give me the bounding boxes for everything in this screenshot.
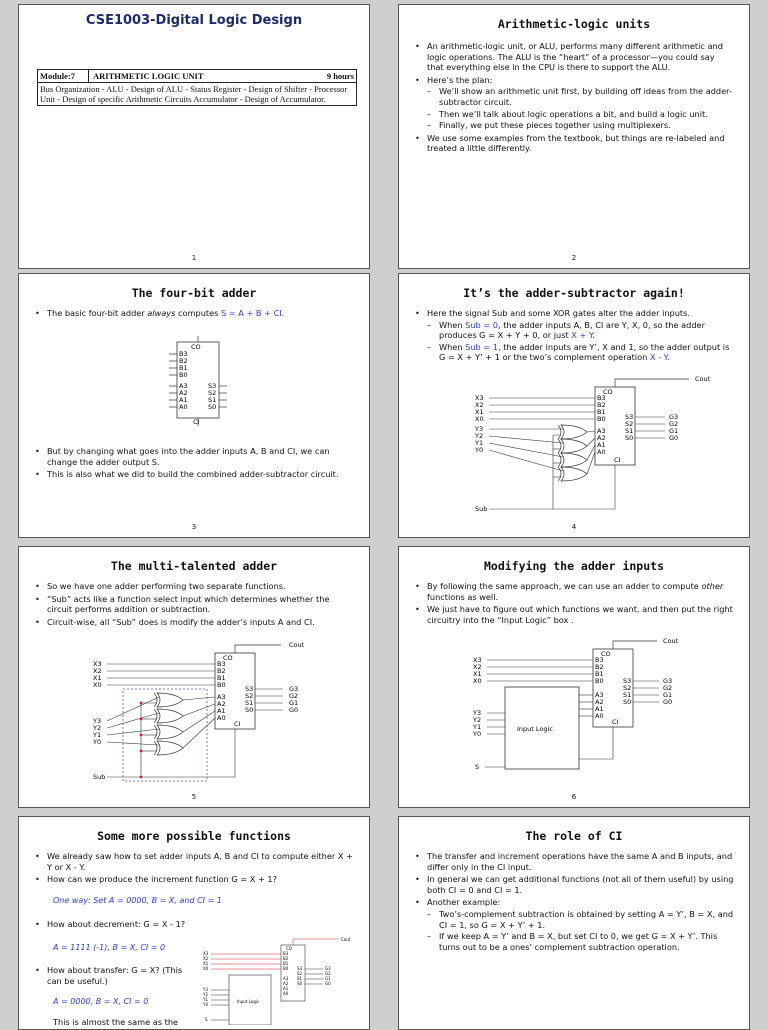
- svg-text:Cout: Cout: [341, 937, 351, 942]
- svg-text:G0: G0: [669, 434, 679, 442]
- svg-text:X3: X3: [203, 951, 209, 956]
- svg-text:S2: S2: [625, 420, 634, 428]
- svg-text:Y3: Y3: [473, 709, 482, 717]
- formula: One way: Set A = 0000, B = X, and CI = 1: [53, 896, 222, 905]
- four-bit-adder-diagram: [164, 336, 254, 426]
- module-label: Module:7: [38, 70, 89, 82]
- sub-bullet: – When Sub = 0, the adder inputs A, B, CI are Y, X, 0, so the adder produces G = X + Y + 0, or just X + Y.: [427, 320, 737, 341]
- page-number: 4: [571, 523, 577, 531]
- svg-text:X1: X1: [473, 670, 482, 678]
- xor-gates: [558, 425, 587, 481]
- bullet: • We just have to figure out which functions we want, and then put the right circuitry into the “Input Logic” box .: [415, 604, 737, 625]
- svg-text:Y3: Y3: [475, 425, 484, 433]
- svg-text:B0: B0: [283, 966, 289, 971]
- svg-text:A1: A1: [217, 707, 226, 715]
- module-name: ARITHMETIC LOGIC UNIT: [93, 71, 204, 81]
- module-description: Bus Organization - ALU - Design of ALU - Status Register - Design of Shifter - Processor Unit - Design of specific Arithmetic Circuits Accumulator - Design of Accumulator.: [40, 84, 348, 104]
- svg-text:B0: B0: [597, 415, 606, 423]
- a-inputs: [169, 382, 188, 411]
- svg-text:CI: CI: [612, 718, 619, 726]
- svg-text:B0: B0: [595, 677, 604, 685]
- formula: A = 1111 (-1), B = X, CI = 0: [53, 943, 166, 952]
- svg-text:G1: G1: [289, 699, 299, 707]
- svg-text:A3: A3: [597, 427, 606, 435]
- page-number: 5: [191, 793, 197, 801]
- svg-text:A0: A0: [597, 448, 606, 456]
- svg-text:S1: S1: [623, 691, 632, 699]
- svg-text:S1: S1: [245, 699, 254, 707]
- slide-4: [398, 273, 750, 538]
- svg-text:A1: A1: [595, 705, 604, 713]
- svg-text:S3: S3: [245, 685, 254, 693]
- svg-text:X3: X3: [475, 394, 484, 402]
- sub-bullet: – Then we’ll talk about logic operations a bit, and build a logic unit.: [427, 109, 733, 120]
- svg-text:A2: A2: [595, 698, 604, 706]
- co-label: CO: [191, 343, 201, 351]
- svg-text:Y1: Y1: [203, 997, 208, 1002]
- slide-6: [398, 546, 750, 808]
- module-table: [37, 69, 357, 106]
- svg-text:G2: G2: [669, 420, 679, 428]
- svg-text:Sub: Sub: [475, 505, 488, 513]
- svg-text:A2: A2: [179, 389, 188, 397]
- bullet: • How about transfer: G = X? (This can be useful.): [35, 965, 185, 986]
- bullet: • So we have one adder performing two separate functions.: [35, 581, 357, 592]
- svg-text:X3: X3: [473, 656, 482, 664]
- slide-title: Some more possible functions: [97, 829, 291, 843]
- bullet: • An arithmetic-logic unit, or ALU, performs many different arithmetic and logic operations. The ALU is the “heart” of a processor—you could say that everything else in the CPU is there to support the ALU.: [415, 41, 733, 73]
- svg-text:CO: CO: [601, 650, 611, 658]
- svg-text:Y2: Y2: [475, 432, 484, 440]
- slide-3: [18, 273, 370, 538]
- svg-text:S0: S0: [245, 706, 254, 714]
- svg-text:Y0: Y0: [475, 446, 484, 454]
- bullet: • In general we can get additional functions (not all of them useful) by using both CI = 0 and CI = 1.: [415, 874, 737, 895]
- svg-text:B0: B0: [179, 371, 188, 379]
- page-number: 1: [191, 254, 197, 262]
- svg-text:S0: S0: [623, 698, 632, 706]
- bullet: • The basic four-bit adder always computes S = A + B + CI.: [35, 308, 355, 319]
- input-logic-circuit: [457, 635, 750, 785]
- slide-title: CSE1003-Digital Logic Design: [85, 13, 303, 28]
- svg-text:S2: S2: [297, 971, 303, 976]
- input-logic-label: Input Logic: [517, 725, 553, 733]
- svg-text:Y3: Y3: [93, 717, 102, 725]
- bullet: • Here the signal Sub and some XOR gates alter the adder inputs. – When Sub = 0, the adder inputs A, B, CI are Y, X, 0, so the adder produces G = X + Y + 0, or just X + Y. – When Sub = 1, the adder inputs are Y’, X and 1, so the adder output is G = X + Y’ + 1 or the two’s complement operation X - Y.: [415, 308, 737, 363]
- svg-text:G1: G1: [669, 427, 679, 435]
- svg-text:CI: CI: [614, 456, 621, 464]
- sub-bullet: – Finally, we put these pieces together using multiplexers.: [427, 120, 733, 131]
- svg-text:X1: X1: [203, 961, 209, 966]
- adder-subtractor-circuit: [457, 369, 737, 519]
- svg-text:Cout: Cout: [663, 637, 679, 645]
- formula: A = 0000, B = X, CI = 0: [53, 997, 149, 1006]
- input-logic-circuit-small: [199, 935, 359, 1025]
- bullet: • How can we produce the increment function G = X + 1?: [35, 874, 355, 885]
- svg-text:X1: X1: [475, 408, 484, 416]
- svg-text:A3: A3: [179, 382, 188, 390]
- bullet: • How about decrement: G = X - 1?: [35, 919, 355, 930]
- svg-text:S3: S3: [208, 382, 217, 390]
- svg-text:B3: B3: [595, 656, 604, 664]
- svg-text:B1: B1: [217, 674, 226, 682]
- svg-text:X2: X2: [203, 956, 209, 961]
- svg-text:S1: S1: [208, 396, 217, 404]
- svg-text:A3: A3: [217, 693, 226, 701]
- svg-text:B2: B2: [179, 357, 188, 365]
- page-number: 2: [571, 254, 577, 262]
- svg-text:S: S: [475, 763, 480, 771]
- svg-text:Y1: Y1: [475, 439, 484, 447]
- bullet: • The transfer and increment operations have the same A and B inputs, and differ only in the CI input.: [415, 851, 737, 872]
- svg-text:X0: X0: [93, 681, 102, 689]
- slide-5: [18, 546, 370, 808]
- bullet: • We use some examples from the textbook, but things are re-labeled and treated a little differently.: [415, 133, 733, 154]
- svg-text:B3: B3: [217, 660, 226, 668]
- svg-text:CO: CO: [286, 946, 292, 951]
- module-hours: 9 hours: [326, 71, 354, 81]
- svg-text:Y2: Y2: [93, 724, 102, 732]
- svg-text:CO: CO: [223, 654, 233, 662]
- svg-text:S3: S3: [625, 413, 634, 421]
- svg-text:Y0: Y0: [473, 730, 482, 738]
- bullet: • Another example: – Two’s-complement subtraction is obtained by setting A = Y’, B = X, and CI = 1, so G = X + Y’ + 1. – If we keep A = Y’ and B = X, but set CI to 0, we get G = X + Y’. This turns out to be a ones’ complement subtraction operation.: [415, 897, 737, 952]
- svg-text:Sub: Sub: [93, 773, 106, 781]
- svg-text:X0: X0: [203, 966, 209, 971]
- truncated-text: This is almost the same as the: [53, 1017, 179, 1027]
- sub-bullet: – When Sub = 1, the adder inputs are Y’, X and 1, so the adder output is G = X + Y’ + 1 or the two’s complement operation X - Y.: [427, 342, 737, 363]
- slide-title: The four-bit adder: [131, 286, 257, 300]
- slide-title: Modifying the adder inputs: [483, 559, 664, 573]
- svg-text:A0: A0: [217, 714, 226, 722]
- slide-title: Arithmetic-logic units: [497, 17, 651, 31]
- svg-text:Y1: Y1: [93, 731, 102, 739]
- slide-title: The multi-talented adder: [110, 559, 278, 573]
- bullet: • We already saw how to set adder inputs A, B and CI to compute either X + Y or X - Y.: [35, 851, 355, 872]
- svg-text:G3: G3: [663, 677, 673, 685]
- svg-text:B2: B2: [597, 401, 606, 409]
- sub-bullet: – If we keep A = Y’ and B = X, but set CI to 0, we get G = X + Y’. This turns out to be a ones’ complement subtraction operation.: [427, 931, 737, 952]
- svg-text:B3: B3: [283, 951, 289, 956]
- svg-text:G3: G3: [325, 966, 331, 971]
- svg-text:A0: A0: [283, 991, 289, 996]
- bullet: • By following the same approach, we can use an adder to compute other functions as well.: [415, 581, 737, 602]
- svg-text:Y1: Y1: [473, 723, 482, 731]
- svg-text:A1: A1: [597, 441, 606, 449]
- svg-text:S1: S1: [625, 427, 634, 435]
- bullet: • Here’s the plan: – We’ll show an arithmetic unit first, by building off ideas from the adder-subtractor circuit. – Then we’ll talk about logic operations a bit, and build a logic unit. – Finally, we put these pieces together using multiplexers.: [415, 75, 733, 131]
- sub-bullet: – Two’s-complement subtraction is obtained by setting A = Y’, B = X, and CI = 1, so G = X + Y’ + 1.: [427, 909, 737, 930]
- svg-text:B3: B3: [597, 394, 606, 402]
- svg-text:G0: G0: [325, 981, 331, 986]
- svg-text:X1: X1: [93, 674, 102, 682]
- svg-text:B2: B2: [283, 956, 289, 961]
- svg-text:A1: A1: [283, 986, 289, 991]
- svg-text:G3: G3: [669, 413, 679, 421]
- svg-text:B0: B0: [217, 681, 226, 689]
- svg-text:A1: A1: [179, 396, 188, 404]
- svg-text:A2: A2: [217, 700, 226, 708]
- svg-text:B1: B1: [179, 364, 188, 372]
- svg-text:Cout: Cout: [289, 641, 305, 649]
- bullet: • “Sub” acts like a function select input which determines whether the circuit performs addition or subtraction.: [35, 594, 357, 615]
- svg-text:S: S: [205, 1017, 208, 1022]
- svg-text:B1: B1: [283, 961, 289, 966]
- bullet: • But by changing what goes into the adder inputs A, B and CI, we can change the adder output S.: [35, 446, 355, 467]
- bullet: • Circuit-wise, all “Sub” does is modify the adder’s inputs A and CI.: [35, 617, 357, 628]
- svg-text:Cout: Cout: [695, 375, 711, 383]
- svg-text:S0: S0: [208, 403, 217, 411]
- svg-text:A3: A3: [283, 976, 289, 981]
- svg-text:A2: A2: [597, 434, 606, 442]
- svg-text:S0: S0: [625, 434, 634, 442]
- svg-text:CO: CO: [603, 388, 613, 396]
- svg-text:G2: G2: [289, 692, 299, 700]
- svg-text:S1: S1: [297, 976, 303, 981]
- svg-text:X3: X3: [93, 660, 102, 668]
- svg-text:X0: X0: [475, 415, 484, 423]
- page-number: 6: [571, 793, 577, 801]
- svg-text:B1: B1: [597, 408, 606, 416]
- svg-text:B2: B2: [217, 667, 226, 675]
- b-inputs: [169, 350, 188, 379]
- svg-text:X2: X2: [93, 667, 102, 675]
- svg-text:Y0: Y0: [93, 738, 102, 746]
- svg-text:S0: S0: [297, 981, 303, 986]
- svg-text:Input Logic: Input Logic: [237, 999, 260, 1004]
- svg-text:A3: A3: [595, 691, 604, 699]
- svg-text:Y3: Y3: [203, 987, 208, 992]
- slide-2: [398, 4, 750, 269]
- svg-text:X0: X0: [473, 677, 482, 685]
- svg-text:G1: G1: [663, 691, 673, 699]
- svg-text:A0: A0: [179, 403, 188, 411]
- svg-text:Y0: Y0: [203, 1002, 208, 1007]
- svg-text:B2: B2: [595, 663, 604, 671]
- slide-title: The role of CI: [525, 829, 623, 843]
- page-number: 3: [191, 523, 197, 531]
- svg-text:B1: B1: [595, 670, 604, 678]
- svg-text:G2: G2: [325, 971, 331, 976]
- ci-label: CI: [193, 418, 200, 426]
- svg-text:G0: G0: [289, 706, 299, 714]
- svg-text:S2: S2: [623, 684, 632, 692]
- slide-8: [398, 816, 750, 1030]
- bullet: • This is also what we did to build the combined adder-subtractor circuit.: [35, 469, 355, 480]
- svg-text:A2: A2: [283, 981, 289, 986]
- svg-text:S2: S2: [208, 389, 217, 397]
- svg-text:S3: S3: [623, 677, 632, 685]
- sub-bullet: – We’ll show an arithmetic unit first, by building off ideas from the adder-subtractor circuit.: [427, 86, 733, 107]
- svg-text:G0: G0: [663, 698, 673, 706]
- svg-text:Y2: Y2: [203, 992, 208, 997]
- slide-1: [18, 4, 370, 269]
- svg-text:A0: A0: [595, 712, 604, 720]
- slide-title: It’s the adder-subtractor again!: [463, 286, 685, 300]
- svg-text:CI: CI: [234, 720, 241, 728]
- slide-7: [18, 816, 370, 1030]
- svg-text:G1: G1: [325, 976, 331, 981]
- svg-text:G3: G3: [289, 685, 299, 693]
- multi-talented-adder-circuit: [31, 639, 361, 789]
- svg-text:Y2: Y2: [473, 716, 482, 724]
- svg-text:G2: G2: [663, 684, 673, 692]
- svg-text:B3: B3: [179, 350, 188, 358]
- svg-text:S3: S3: [297, 966, 303, 971]
- svg-text:X2: X2: [473, 663, 482, 671]
- svg-text:X2: X2: [475, 401, 484, 409]
- svg-text:S2: S2: [245, 692, 254, 700]
